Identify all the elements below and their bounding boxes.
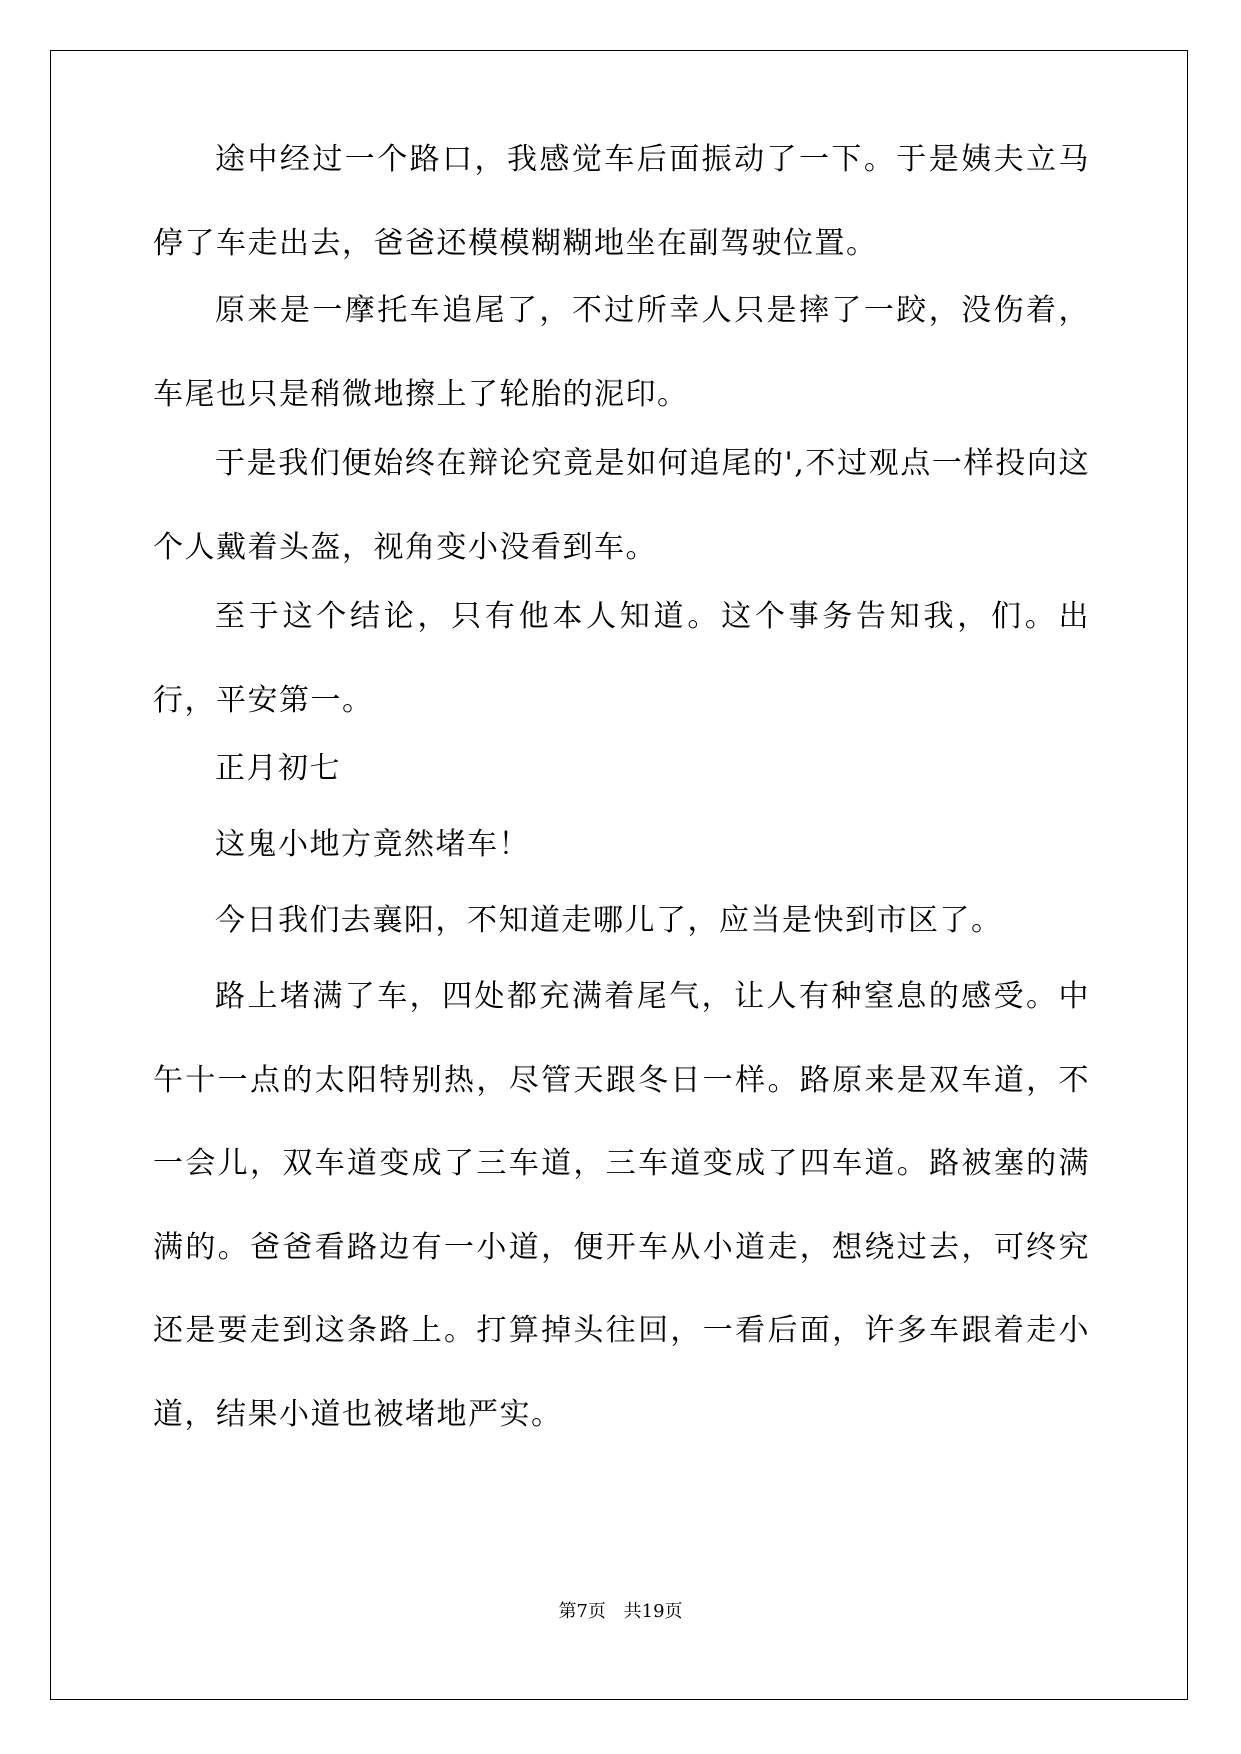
paragraph-5: 正月初七 <box>215 751 341 786</box>
paragraph-6: 这鬼小地方竟然堵车！ <box>215 827 530 862</box>
page-number: 第7页 <box>558 1601 606 1622</box>
paragraph-8: 路上堵满了车，四处都充满着尾气，让人有种窒息的感受。中午十一点的太阳特别热，尽管天跟冬日一样。路原来是双车道，不一会儿，双车道变成了三车道，三车道变成了四车道。路被塞的满满的。爸爸看路边有一小道，便开车从小道走，想绕过去，可终究还是要走到这条路上。打算掉头往回，一看后面，许多车跟着走小道，结果小道也被堵地严实。 <box>153 979 1090 1432</box>
paragraph-1: 途中经过一个路口，我感觉车后面振动了一下。于是姨夫立马停了车走出去，爸爸还模模糊糊地坐在副驾驶位置。 <box>153 142 1090 261</box>
paragraph-7: 今日我们去襄阳，不知道走哪儿了，应当是快到市区了。 <box>215 903 1003 938</box>
paragraph-3: 于是我们便始终在辩论究竟是如何追尾的',不过观点一样投向这个人戴着头盔，视角变小没看到车。 <box>153 446 1090 565</box>
paragraph-4: 至于这个结论，只有他本人知道。这个事务告知我，们。出行，平安第一。 <box>153 599 1090 718</box>
paragraph-2: 原来是一摩托车追尾了，不过所幸人只是摔了一跤，没伤着，车尾也只是稍微地擦上了轮胎的泥印。 <box>153 293 1090 412</box>
page-total: 共19页 <box>623 1601 683 1622</box>
page-footer <box>0 1597 1241 1623</box>
